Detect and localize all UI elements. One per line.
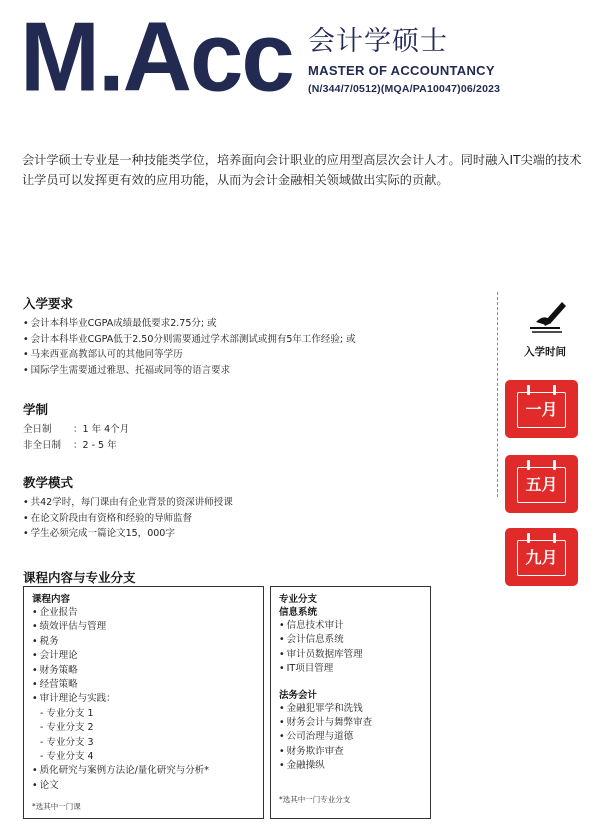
intro-paragraph: 会计学硕士专业是一种技能类学位，培养面向会计职业的应用型高层次会计人才。同时融入IT尖端的技术让学员可以发挥更有效的应用功能，从而为会计金融相关领域做出实际的贡献。 [22,153,582,187]
specialization-box [270,586,431,819]
course-item: • 会计理论 [32,649,255,663]
information-systems-title: 信息系统 [279,607,318,618]
course-subitem: - 专业分支 4 [40,751,94,763]
course-content-title: 课程内容 [32,594,71,605]
duration-value: ：2 - 5 年 [73,439,117,451]
title-english: MASTER OF ACCOUNTANCY [308,63,495,78]
duration-row-parttime [23,438,493,454]
admission-item: • 会计本科毕业CGPA成绩最低要求2.75分; 或 [23,316,493,332]
duration-section [23,400,493,453]
title-block [308,28,500,95]
course-item: • 论文 [32,779,255,793]
courses-title: 课程内容与专业分支 [23,570,136,585]
calendar-september [505,528,578,586]
pen-writing-icon [522,298,568,334]
duration-value: ：1 年 4个月 [73,424,130,435]
admission-item: • 马来西亚高教部认可的其他同等学历 [23,347,493,363]
course-item: • 财务策略 [32,664,255,678]
duration-label: 全日制 [23,424,52,435]
accreditation-code: (N/344/7/0512)(MQA/PA10047)06/2023 [308,83,501,95]
logo: M.Acc [20,2,293,113]
course-subitem: - 专业分支 1 [40,707,94,719]
specialization-title: 专业分支 [279,594,318,605]
specialization-item: • 审计员数据库管理 [279,648,422,662]
course-subitem: - 专业分支 3 [40,736,94,748]
course-subitem: - 专业分支 2 [40,722,94,734]
specialization-item: • 财务会计与舞弊审查 [279,716,422,730]
duration-row-fulltime [23,422,493,438]
specialization-note: *选其中一门专业分支 [279,794,351,804]
course-note: *选其中一门课 [32,802,81,812]
calendar-may [505,455,578,513]
course-item: • 税务 [32,635,255,649]
teaching-item: • 在论文阶段由有资格和经验的导师监督 [23,511,493,527]
course-item: • 审计理论与实践： [32,692,255,706]
calendar-month-label: 九月 [525,548,558,567]
intake-header [505,298,585,359]
course-item: • 经营策略 [32,678,255,692]
admission-title: 入学要求 [23,296,74,311]
title-chinese: 会计学硕士 [308,26,448,57]
course-content-box [23,586,264,819]
course-item: • 企业报告 [32,606,255,620]
specialization-item: • 信息技术审计 [279,619,422,633]
teaching-item: • 学生必须完成一篇论文15，000字 [23,526,493,542]
course-item: • 质化研究与案例方法论/量化研究与分析* [32,764,255,778]
specialization-item: • 公司治理与道德 [279,730,422,744]
calendar-january [505,380,578,438]
specialization-item: • 财务欺诈审查 [279,745,422,759]
specialization-item: • 会计信息系统 [279,633,422,647]
course-item: • 绩效评估与管理 [32,620,255,634]
specialization-item: • IT项目管理 [279,662,422,676]
admission-section [23,294,493,378]
duration-label: 非全日制 [23,439,62,451]
admission-item: • 会计本科毕业CGPA低于2.50分则需要通过学术部测试或拥有5年工作经验; 或 [23,332,493,348]
specialization-item: • 金融操纵 [279,759,422,773]
teaching-section [23,473,493,542]
intake-label: 入学时间 [524,346,566,358]
teaching-title: 教学模式 [23,475,74,490]
dashed-divider [497,292,498,497]
admission-item: • 国际学生需要通过雅思、托福或同等的语言要求 [23,363,493,379]
specialization-item: • 金融犯罪学和洗钱 [279,702,422,716]
calendar-month-label: 一月 [525,400,558,419]
duration-title: 学制 [23,402,49,417]
calendar-month-label: 五月 [525,475,558,494]
teaching-item: • 共42学时，每门课由有企业背景的资深讲师授课 [23,495,493,511]
forensic-accounting-title: 法务会计 [279,689,318,701]
